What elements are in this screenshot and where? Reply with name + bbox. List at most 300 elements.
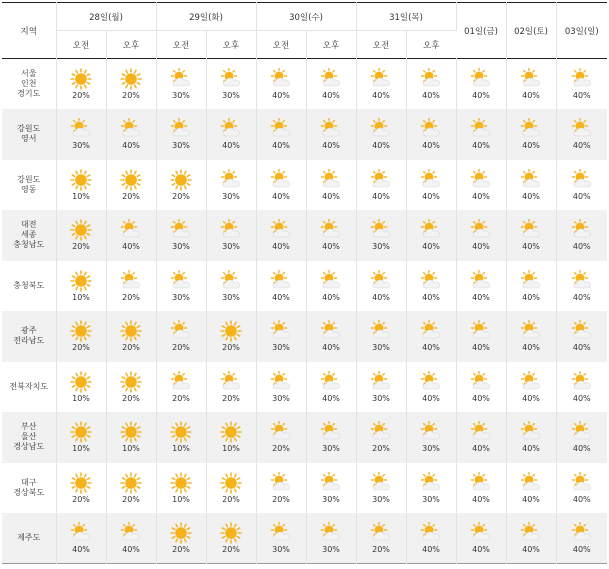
precipitation-chance: 30% [322,545,340,554]
partly-cloudy-icon [520,421,542,443]
precipitation-chance: 20% [172,545,190,554]
forecast-cell [406,59,456,110]
sun-icon [70,219,92,241]
sun-icon [70,320,92,342]
partly-cloudy-icon [70,118,92,140]
partly-cloudy-icon [520,270,542,292]
precipitation-chance: 40% [322,292,340,302]
forecast-cell [506,463,556,514]
day-header: 30일(수) [256,3,356,31]
forecast-cell [406,513,456,564]
region-name: 대구 경상북도 [2,463,56,514]
precipitation-chance: 30% [172,292,190,302]
partly-cloudy-icon [120,270,142,292]
forecast-cell [56,513,106,564]
precipitation-chance: 40% [522,191,540,201]
region-name: 충청북도 [2,261,56,312]
partly-cloudy-icon [571,68,593,90]
partly-cloudy-icon [370,169,392,191]
forecast-cell [156,463,206,514]
precipitation-chance: 40% [372,141,390,151]
precipitation-chance: 20% [272,494,290,504]
partly-cloudy-icon [270,371,292,393]
precipitation-chance: 30% [372,343,390,353]
region-name: 강원도 영동 [2,160,56,211]
partly-cloudy-icon [470,68,492,90]
forecast-cell [506,311,556,362]
day-header: 31일(목) [356,3,456,31]
partly-cloudy-icon [420,219,442,241]
region-row [2,412,607,463]
pm-header: 오후 [423,40,440,51]
forecast-cell [256,463,306,514]
forecast-cell [356,109,406,160]
partly-cloudy-icon [370,522,392,544]
partly-cloudy-icon [170,371,192,393]
forecast-cell [206,513,256,564]
precipitation-chance: 40% [372,292,390,302]
forecast-cell [156,311,206,362]
partly-cloudy-icon [420,118,442,140]
partly-cloudy-icon [120,118,142,140]
precipitation-chance: 20% [172,343,190,353]
region-row [2,109,607,160]
partly-cloudy-icon [420,68,442,90]
precipitation-chance: 40% [472,393,490,403]
forecast-cell [306,513,356,564]
sun-icon [120,68,142,90]
region-name: 서울 인천 경기도 [2,59,56,110]
precipitation-chance: 30% [222,292,240,302]
precipitation-chance: 40% [272,141,290,151]
sun-icon [120,421,142,443]
precipitation-chance: 30% [322,444,340,454]
forecast-cell [556,261,607,312]
partly-cloudy-icon [170,68,192,90]
weather-forecast-table [2,2,607,564]
forecast-cell [456,109,506,160]
precipitation-chance: 30% [172,91,190,100]
precipitation-chance: 40% [522,91,540,100]
precipitation-chance: 20% [172,393,190,403]
partly-cloudy-icon [520,68,542,90]
forecast-cell [106,59,156,110]
precipitation-chance: 30% [422,494,440,504]
forecast-cell [56,59,106,110]
precipitation-chance: 30% [72,141,90,151]
forecast-cell [306,311,356,362]
precipitation-chance: 40% [522,343,540,353]
forecast-cell [506,109,556,160]
precipitation-chance: 40% [522,141,540,151]
partly-cloudy-icon [571,118,593,140]
precipitation-chance: 40% [322,242,340,252]
forecast-cell [156,261,206,312]
precipitation-chance: 30% [222,91,240,100]
forecast-cell [556,59,607,110]
precipitation-chance: 40% [572,242,591,252]
partly-cloudy-icon [320,219,342,241]
precipitation-chance: 20% [222,545,240,554]
forecast-cell [356,412,406,463]
precipitation-chance: 40% [322,393,340,403]
forecast-cell [456,463,506,514]
forecast-cell [506,210,556,261]
partly-cloudy-icon [370,421,392,443]
precipitation-chance: 40% [572,393,591,403]
precipitation-chance: 40% [322,191,340,201]
day-header: 01일(금) [456,3,506,59]
partly-cloudy-icon [320,68,342,90]
forecast-cell [406,109,456,160]
partly-cloudy-icon [170,118,192,140]
forecast-cell [356,59,406,110]
precipitation-chance: 40% [372,191,390,201]
partly-cloudy-icon [571,421,593,443]
precipitation-chance: 40% [522,292,540,302]
forecast-body [2,59,607,564]
sun-icon [170,169,192,191]
precipitation-chance: 30% [172,141,190,151]
am-header: 오전 [356,31,406,59]
partly-cloudy-icon [220,169,242,191]
forecast-cell [106,311,156,362]
precipitation-chance: 10% [222,444,240,454]
forecast-cell [356,362,406,413]
precipitation-chance: 30% [222,242,240,252]
precipitation-chance: 30% [322,494,340,504]
forecast-cell [206,311,256,362]
partly-cloudy-icon [520,219,542,241]
precipitation-chance: 30% [272,393,290,403]
forecast-cell [356,261,406,312]
precipitation-chance: 40% [522,545,540,554]
partly-cloudy-icon [320,472,342,494]
precipitation-chance: 40% [322,141,340,151]
forecast-cell [406,210,456,261]
partly-cloudy-icon [571,270,593,292]
sun-icon [170,522,192,544]
forecast-cell [506,261,556,312]
day-header: 03일(일) [564,26,599,37]
forecast-cell [106,412,156,463]
partly-cloudy-icon [270,270,292,292]
forecast-cell [406,412,456,463]
partly-cloudy-icon [470,472,492,494]
forecast-cell [56,109,106,160]
precipitation-chance: 20% [72,494,90,504]
precipitation-chance: 10% [122,444,140,454]
partly-cloudy-icon [320,522,342,544]
precipitation-chance: 20% [272,444,290,454]
partly-cloudy-icon [470,219,492,241]
forecast-cell [256,362,306,413]
forecast-cell [256,109,306,160]
region-name: 광주 전라남도 [2,311,56,362]
precipitation-chance: 40% [422,91,440,100]
forecast-cell [556,210,607,261]
partly-cloudy-icon [370,68,392,90]
precipitation-chance: 30% [372,393,390,403]
partly-cloudy-icon [320,118,342,140]
precipitation-chance: 40% [472,343,490,353]
partly-cloudy-icon [320,371,342,393]
partly-cloudy-icon [571,320,593,342]
partly-cloudy-icon [270,472,292,494]
partly-cloudy-icon [470,169,492,191]
precipitation-chance: 10% [172,494,190,504]
precipitation-chance: 40% [572,343,591,353]
precipitation-chance: 20% [222,494,240,504]
forecast-cell [456,261,506,312]
sun-icon [220,421,242,443]
forecast-cell [156,160,206,211]
precipitation-chance: 40% [572,191,591,201]
forecast-cell [406,362,456,413]
partly-cloudy-icon [270,219,292,241]
partly-cloudy-icon [270,169,292,191]
forecast-cell [56,463,106,514]
sun-icon [220,320,242,342]
sun-icon [70,270,92,292]
partly-cloudy-icon [470,270,492,292]
precipitation-chance: 40% [472,292,490,302]
partly-cloudy-icon [571,219,593,241]
forecast-cell [106,160,156,211]
precipitation-chance: 40% [322,91,340,100]
partly-cloudy-icon [370,472,392,494]
partly-cloudy-icon [120,219,142,241]
partly-cloudy-icon [420,522,442,544]
forecast-cell [406,261,456,312]
precipitation-chance: 40% [422,141,440,151]
region-name: 제주도 [2,513,56,564]
precipitation-chance: 30% [172,242,190,252]
precipitation-chance: 40% [272,191,290,201]
forecast-cell [256,513,306,564]
forecast-cell [256,261,306,312]
forecast-cell [306,160,356,211]
forecast-cell [156,362,206,413]
forecast-cell [356,210,406,261]
precipitation-chance: 40% [472,191,490,201]
forecast-cell [206,412,256,463]
sun-icon [70,421,92,443]
partly-cloudy-icon [470,320,492,342]
precipitation-chance: 20% [122,393,140,403]
forecast-cell [556,160,607,211]
precipitation-chance: 40% [472,444,490,454]
precipitation-chance: 40% [472,494,490,504]
forecast-cell [406,311,456,362]
precipitation-chance: 20% [222,393,240,403]
precipitation-chance: 30% [372,494,390,504]
precipitation-chance: 30% [272,545,290,554]
sun-icon [120,371,142,393]
precipitation-chance: 40% [122,141,140,151]
partly-cloudy-icon [320,169,342,191]
precipitation-chance: 40% [372,91,390,100]
region-row [2,160,607,211]
sun-icon [220,522,242,544]
region-header: 지역 [2,3,56,59]
forecast-cell [556,109,607,160]
precipitation-chance: 30% [372,242,390,252]
forecast-cell [106,109,156,160]
precipitation-chance: 40% [122,242,140,252]
forecast-cell [506,59,556,110]
forecast-cell [556,362,607,413]
region-name: 전북자치도 [2,362,56,413]
forecast-cell [406,463,456,514]
precipitation-chance: 40% [572,91,591,100]
am-header: 오전 [56,31,106,59]
forecast-cell [306,362,356,413]
precipitation-chance: 20% [72,242,90,252]
region-row [2,362,607,413]
forecast-cell [56,362,106,413]
partly-cloudy-icon [370,270,392,292]
precipitation-chance: 10% [72,292,90,302]
partly-cloudy-icon [370,118,392,140]
pm-header: 오후 [206,31,256,59]
precipitation-chance: 40% [322,343,340,353]
forecast-cell [356,463,406,514]
forecast-cell [106,513,156,564]
forecast-cell [106,463,156,514]
pm-header: 오후 [106,31,156,59]
forecast-cell [206,160,256,211]
region-row [2,463,607,514]
forecast-cell [56,261,106,312]
forecast-cell [106,362,156,413]
forecast-cell [506,362,556,413]
forecast-cell [306,210,356,261]
am-header: 오전 [256,31,306,59]
precipitation-chance: 10% [72,444,90,454]
forecast-cell [506,160,556,211]
precipitation-chance: 40% [272,242,290,252]
precipitation-chance: 40% [472,141,490,151]
precipitation-chance: 40% [522,444,540,454]
partly-cloudy-icon [370,219,392,241]
forecast-cell [556,463,607,514]
precipitation-chance: 40% [522,494,540,504]
sun-icon [70,371,92,393]
partly-cloudy-icon [270,118,292,140]
region-name: 강원도 영서 [2,109,56,160]
forecast-cell [156,109,206,160]
forecast-cell [56,210,106,261]
partly-cloudy-icon [470,522,492,544]
precipitation-chance: 20% [122,191,140,201]
partly-cloudy-icon [420,169,442,191]
partly-cloudy-icon [571,472,593,494]
partly-cloudy-icon [520,472,542,494]
partly-cloudy-icon [571,522,593,544]
precipitation-chance: 40% [472,545,490,554]
partly-cloudy-icon [420,270,442,292]
forecast-cell [256,311,306,362]
partly-cloudy-icon [120,522,142,544]
region-name: 부산 울산 경상남도 [2,412,56,463]
precipitation-chance: 40% [422,292,440,302]
partly-cloudy-icon [420,320,442,342]
partly-cloudy-icon [370,371,392,393]
precipitation-chance: 20% [72,91,90,100]
sun-icon [70,472,92,494]
precipitation-chance: 40% [472,242,490,252]
forecast-cell [206,261,256,312]
precipitation-chance: 40% [572,141,591,151]
precipitation-chance: 30% [422,444,440,454]
partly-cloudy-icon [220,270,242,292]
forecast-cell [206,210,256,261]
precipitation-chance: 20% [122,494,140,504]
precipitation-chance: 40% [422,191,440,201]
forecast-cell [56,311,106,362]
precipitation-chance: 30% [222,191,240,201]
partly-cloudy-icon [520,320,542,342]
partly-cloudy-icon [320,320,342,342]
forecast-cell [206,59,256,110]
forecast-cell [306,412,356,463]
partly-cloudy-icon [220,219,242,241]
forecast-cell [156,412,206,463]
pm-header: 오후 [306,31,356,59]
sun-icon [120,472,142,494]
forecast-cell [456,412,506,463]
region-row [2,513,607,564]
partly-cloudy-icon [470,371,492,393]
forecast-cell [456,210,506,261]
forecast-cell [106,261,156,312]
forecast-cell [156,210,206,261]
forecast-cell [306,109,356,160]
forecast-cell [356,513,406,564]
precipitation-chance: 10% [172,444,190,454]
partly-cloudy-icon [220,371,242,393]
forecast-cell [506,513,556,564]
forecast-cell [456,311,506,362]
forecast-cell [256,160,306,211]
region-row [2,59,607,110]
forecast-cell [306,261,356,312]
partly-cloudy-icon [520,169,542,191]
region-row [2,311,607,362]
precipitation-chance: 20% [172,191,190,201]
forecast-cell [556,513,607,564]
precipitation-chance: 20% [122,343,140,353]
forecast-cell [356,160,406,211]
partly-cloudy-icon [270,320,292,342]
precipitation-chance: 40% [522,242,540,252]
precipitation-chance: 40% [222,141,240,151]
forecast-cell [156,513,206,564]
forecast-cell [456,160,506,211]
partly-cloudy-icon [270,522,292,544]
forecast-cell [256,59,306,110]
forecast-cell [206,109,256,160]
sun-icon [170,472,192,494]
precipitation-chance: 40% [272,292,290,302]
forecast-cell [356,311,406,362]
partly-cloudy-icon [571,169,593,191]
forecast-cell [506,412,556,463]
partly-cloudy-icon [520,522,542,544]
forecast-cell [56,412,106,463]
sun-icon [70,68,92,90]
